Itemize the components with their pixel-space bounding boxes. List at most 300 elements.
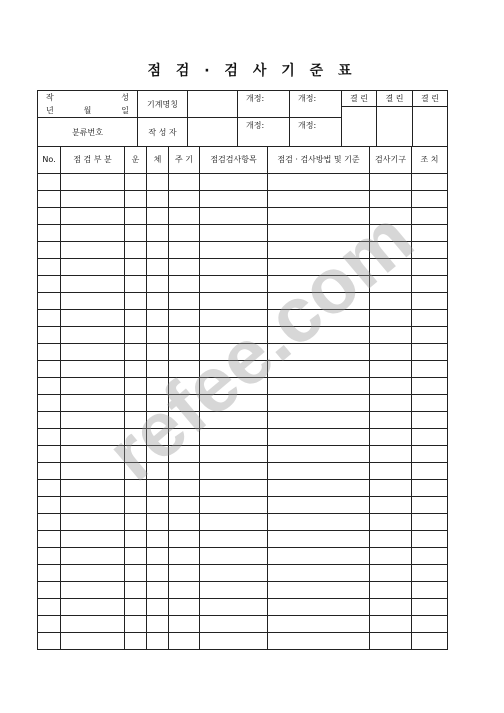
table-cell[interactable]	[200, 514, 268, 531]
table-cell[interactable]	[169, 616, 200, 633]
table-cell[interactable]	[370, 276, 412, 293]
table-cell[interactable]	[412, 446, 448, 463]
table-cell[interactable]	[268, 378, 370, 395]
table-cell[interactable]	[38, 429, 61, 446]
table-cell[interactable]	[147, 361, 169, 378]
table-cell[interactable]	[200, 361, 268, 378]
table-cell[interactable]	[125, 310, 147, 327]
table-cell[interactable]	[412, 531, 448, 548]
table-cell[interactable]	[268, 327, 370, 344]
revision-4: 개정:	[290, 118, 342, 147]
table-cell[interactable]	[200, 633, 268, 650]
table-cell[interactable]	[61, 259, 125, 276]
table-cell[interactable]	[38, 599, 61, 616]
table-cell[interactable]	[200, 480, 268, 497]
table-cell[interactable]	[169, 225, 200, 242]
table-cell[interactable]	[412, 616, 448, 633]
table-cell[interactable]	[268, 429, 370, 446]
table-cell[interactable]	[200, 531, 268, 548]
table-cell[interactable]	[370, 208, 412, 225]
table-row	[38, 412, 448, 429]
table-cell[interactable]	[370, 497, 412, 514]
table-cell[interactable]	[61, 429, 125, 446]
table-cell[interactable]	[38, 293, 61, 310]
table-cell[interactable]	[61, 599, 125, 616]
table-cell[interactable]	[200, 616, 268, 633]
table-row	[38, 361, 448, 378]
table-cell[interactable]	[169, 446, 200, 463]
table-cell[interactable]	[169, 174, 200, 191]
table-cell[interactable]	[147, 208, 169, 225]
table-cell[interactable]	[412, 191, 448, 208]
table-cell[interactable]	[412, 429, 448, 446]
table-cell[interactable]	[38, 378, 61, 395]
table-cell[interactable]	[412, 225, 448, 242]
table-cell[interactable]	[412, 259, 448, 276]
table-cell[interactable]	[147, 174, 169, 191]
table-cell[interactable]	[268, 548, 370, 565]
table-cell[interactable]	[147, 582, 169, 599]
table-cell[interactable]	[200, 310, 268, 327]
table-cell[interactable]	[169, 531, 200, 548]
table-cell[interactable]	[147, 293, 169, 310]
table-cell[interactable]	[169, 259, 200, 276]
table-header-row	[38, 147, 448, 174]
table-cell[interactable]	[125, 208, 147, 225]
table-cell[interactable]	[38, 514, 61, 531]
table-row	[38, 344, 448, 361]
table-cell[interactable]	[38, 276, 61, 293]
table-cell[interactable]	[412, 565, 448, 582]
table-cell[interactable]	[38, 361, 61, 378]
column-header: 점 검 부 분	[61, 147, 125, 174]
table-cell[interactable]	[169, 412, 200, 429]
table-cell[interactable]	[38, 310, 61, 327]
table-cell[interactable]	[268, 480, 370, 497]
table-cell[interactable]	[412, 293, 448, 310]
table-cell[interactable]	[125, 582, 147, 599]
table-cell[interactable]	[147, 378, 169, 395]
table-cell[interactable]	[125, 514, 147, 531]
table-cell[interactable]	[412, 480, 448, 497]
table-cell[interactable]	[61, 327, 125, 344]
table-cell[interactable]	[370, 565, 412, 582]
table-cell[interactable]	[147, 191, 169, 208]
table-cell[interactable]	[125, 344, 147, 361]
table-cell[interactable]	[125, 225, 147, 242]
table-row	[38, 548, 448, 565]
table-cell[interactable]	[61, 463, 125, 480]
table-cell[interactable]	[147, 242, 169, 259]
table-cell[interactable]	[125, 395, 147, 412]
table-cell[interactable]	[200, 412, 268, 429]
table-cell[interactable]	[61, 344, 125, 361]
table-cell[interactable]	[370, 514, 412, 531]
table-cell[interactable]	[268, 412, 370, 429]
table-cell[interactable]	[412, 395, 448, 412]
table-cell[interactable]	[61, 633, 125, 650]
table-cell[interactable]	[370, 242, 412, 259]
table-cell[interactable]	[38, 191, 61, 208]
table-cell[interactable]	[268, 446, 370, 463]
table-cell[interactable]	[169, 344, 200, 361]
table-row	[38, 174, 448, 191]
table-cell[interactable]	[370, 633, 412, 650]
table-cell[interactable]	[61, 497, 125, 514]
table-cell[interactable]	[147, 429, 169, 446]
table-cell[interactable]	[370, 395, 412, 412]
table-cell[interactable]	[38, 582, 61, 599]
table-cell[interactable]	[370, 616, 412, 633]
table-cell[interactable]	[61, 446, 125, 463]
table-row	[38, 293, 448, 310]
table-cell[interactable]	[268, 225, 370, 242]
table-cell[interactable]	[200, 599, 268, 616]
table-cell[interactable]	[412, 276, 448, 293]
table-cell[interactable]	[61, 242, 125, 259]
table-cell[interactable]	[125, 480, 147, 497]
table-cell[interactable]	[125, 565, 147, 582]
table-cell[interactable]	[125, 633, 147, 650]
table-cell[interactable]	[61, 548, 125, 565]
table-cell[interactable]	[370, 531, 412, 548]
table-cell[interactable]	[370, 429, 412, 446]
table-cell[interactable]	[169, 633, 200, 650]
table-cell[interactable]	[61, 480, 125, 497]
table-cell[interactable]	[38, 480, 61, 497]
table-cell[interactable]	[370, 548, 412, 565]
table-cell[interactable]	[61, 616, 125, 633]
approval-sign-2[interactable]	[377, 107, 413, 147]
table-cell[interactable]	[169, 293, 200, 310]
table-cell[interactable]	[61, 191, 125, 208]
table-cell[interactable]	[268, 395, 370, 412]
table-cell[interactable]	[147, 480, 169, 497]
table-cell[interactable]	[200, 225, 268, 242]
table-cell[interactable]	[125, 446, 147, 463]
table-cell[interactable]	[147, 327, 169, 344]
table-cell[interactable]	[147, 412, 169, 429]
table-cell[interactable]	[169, 361, 200, 378]
table-cell[interactable]	[38, 446, 61, 463]
machine-name-label: 기계명칭	[138, 91, 188, 118]
table-row	[38, 208, 448, 225]
table-cell[interactable]	[125, 259, 147, 276]
table-cell[interactable]	[200, 344, 268, 361]
table-cell[interactable]	[412, 378, 448, 395]
table-row	[38, 463, 448, 480]
table-cell[interactable]	[61, 565, 125, 582]
table-cell[interactable]	[169, 395, 200, 412]
table-cell[interactable]	[412, 463, 448, 480]
table-cell[interactable]	[61, 378, 125, 395]
table-cell[interactable]	[268, 463, 370, 480]
table-row	[38, 633, 448, 650]
table-cell[interactable]	[147, 310, 169, 327]
table-cell[interactable]	[61, 514, 125, 531]
table-row	[38, 616, 448, 633]
table-cell[interactable]	[268, 582, 370, 599]
table-cell[interactable]	[169, 327, 200, 344]
table-cell[interactable]	[268, 191, 370, 208]
approval-label-3: 결 린	[413, 91, 448, 107]
table-cell[interactable]	[412, 174, 448, 191]
approval-sign-1[interactable]	[342, 107, 377, 147]
table-cell[interactable]	[125, 599, 147, 616]
table-cell[interactable]	[125, 361, 147, 378]
table-cell[interactable]	[412, 242, 448, 259]
table-cell[interactable]	[370, 463, 412, 480]
table-row	[38, 599, 448, 616]
table-cell[interactable]	[147, 497, 169, 514]
table-cell[interactable]	[412, 582, 448, 599]
table-cell[interactable]	[147, 599, 169, 616]
table-cell[interactable]	[61, 412, 125, 429]
table-cell[interactable]	[200, 548, 268, 565]
table-cell[interactable]	[125, 412, 147, 429]
table-cell[interactable]	[38, 344, 61, 361]
date-label-text: 작 성 년 월 일	[46, 93, 129, 115]
table-cell[interactable]	[38, 497, 61, 514]
table-cell[interactable]	[169, 497, 200, 514]
table-cell[interactable]	[147, 463, 169, 480]
table-row	[38, 429, 448, 446]
table-cell[interactable]	[200, 463, 268, 480]
table-cell[interactable]	[370, 412, 412, 429]
table-cell[interactable]	[38, 225, 61, 242]
table-cell[interactable]	[268, 531, 370, 548]
table-cell[interactable]	[169, 429, 200, 446]
table-cell[interactable]	[268, 361, 370, 378]
table-cell[interactable]	[412, 497, 448, 514]
table-row	[38, 378, 448, 395]
table-row	[38, 582, 448, 599]
table-cell[interactable]	[169, 242, 200, 259]
table-cell[interactable]	[200, 259, 268, 276]
table-cell[interactable]	[61, 361, 125, 378]
revision-2: 개정:	[290, 91, 342, 118]
table-cell[interactable]	[200, 293, 268, 310]
table-cell[interactable]	[125, 293, 147, 310]
table-row	[38, 531, 448, 548]
table-row	[38, 395, 448, 412]
table-cell[interactable]	[147, 344, 169, 361]
table-cell[interactable]	[370, 191, 412, 208]
table-cell[interactable]	[370, 327, 412, 344]
table-cell[interactable]	[268, 344, 370, 361]
table-cell[interactable]	[125, 531, 147, 548]
table-cell[interactable]	[38, 565, 61, 582]
table-row	[38, 276, 448, 293]
table-cell[interactable]	[147, 548, 169, 565]
table-cell[interactable]	[38, 208, 61, 225]
author-label: 작 성 자	[138, 118, 188, 147]
table-cell[interactable]	[268, 310, 370, 327]
table-cell[interactable]	[268, 616, 370, 633]
table-cell[interactable]	[61, 531, 125, 548]
table-row	[38, 480, 448, 497]
table-cell[interactable]	[412, 633, 448, 650]
column-header: 조 치	[412, 147, 448, 174]
column-header: 점검 · 검사방법 및 기준	[268, 147, 370, 174]
table-cell[interactable]	[412, 310, 448, 327]
table-cell[interactable]	[125, 616, 147, 633]
table-cell[interactable]	[147, 446, 169, 463]
table-cell[interactable]	[125, 429, 147, 446]
column-header: 점검검사항목	[200, 147, 268, 174]
table-cell[interactable]	[370, 361, 412, 378]
table-cell[interactable]	[38, 463, 61, 480]
table-cell[interactable]	[412, 344, 448, 361]
table-cell[interactable]	[370, 174, 412, 191]
table-cell[interactable]	[61, 276, 125, 293]
table-cell[interactable]	[200, 582, 268, 599]
table-cell[interactable]	[370, 310, 412, 327]
table-cell[interactable]	[38, 174, 61, 191]
table-row	[38, 446, 448, 463]
table-cell[interactable]	[38, 531, 61, 548]
table-cell[interactable]	[200, 446, 268, 463]
table-cell[interactable]	[147, 259, 169, 276]
table-cell[interactable]	[268, 514, 370, 531]
table-cell[interactable]	[61, 208, 125, 225]
table-cell[interactable]	[147, 531, 169, 548]
table-cell[interactable]	[268, 174, 370, 191]
approval-label-2: 결 린	[377, 91, 413, 107]
table-cell[interactable]	[370, 378, 412, 395]
date-label	[38, 91, 138, 118]
table-row	[38, 514, 448, 531]
table-cell[interactable]	[147, 616, 169, 633]
table-cell[interactable]	[61, 310, 125, 327]
machine-name-value[interactable]	[188, 91, 238, 118]
column-header: 검사기구	[370, 147, 412, 174]
table-cell[interactable]	[370, 225, 412, 242]
table-cell[interactable]	[169, 599, 200, 616]
table-row	[38, 310, 448, 327]
table-cell[interactable]	[38, 412, 61, 429]
table-cell[interactable]	[268, 259, 370, 276]
table-cell[interactable]	[147, 633, 169, 650]
table-cell[interactable]	[125, 191, 147, 208]
table-cell[interactable]	[412, 208, 448, 225]
approval-sign-3[interactable]	[413, 107, 448, 147]
table-cell[interactable]	[125, 276, 147, 293]
table-cell[interactable]	[412, 412, 448, 429]
table-row	[38, 225, 448, 242]
table-cell[interactable]	[370, 599, 412, 616]
table-cell[interactable]	[169, 276, 200, 293]
table-cell[interactable]	[200, 429, 268, 446]
revision-1: 개정:	[238, 91, 290, 118]
table-cell[interactable]	[268, 293, 370, 310]
table-cell[interactable]	[268, 276, 370, 293]
table-cell[interactable]	[147, 514, 169, 531]
table-cell[interactable]	[38, 327, 61, 344]
table-cell[interactable]	[38, 395, 61, 412]
table-cell[interactable]	[169, 514, 200, 531]
table-cell[interactable]	[61, 395, 125, 412]
table-cell[interactable]	[147, 276, 169, 293]
table-cell[interactable]	[268, 633, 370, 650]
table-cell[interactable]	[125, 327, 147, 344]
table-cell[interactable]	[370, 480, 412, 497]
table-cell[interactable]	[268, 242, 370, 259]
table-cell[interactable]	[370, 259, 412, 276]
table-cell[interactable]	[200, 174, 268, 191]
table-cell[interactable]	[61, 293, 125, 310]
table-cell[interactable]	[169, 582, 200, 599]
table-cell[interactable]	[125, 497, 147, 514]
table-cell[interactable]	[125, 463, 147, 480]
header-table	[37, 90, 448, 147]
table-cell[interactable]	[61, 174, 125, 191]
table-cell[interactable]	[147, 225, 169, 242]
table-cell[interactable]	[169, 208, 200, 225]
table-cell[interactable]	[169, 463, 200, 480]
table-cell[interactable]	[268, 565, 370, 582]
table-cell[interactable]	[200, 327, 268, 344]
table-cell[interactable]	[125, 174, 147, 191]
table-cell[interactable]	[200, 276, 268, 293]
table-cell[interactable]	[169, 378, 200, 395]
table-cell[interactable]	[370, 293, 412, 310]
table-cell[interactable]	[125, 378, 147, 395]
table-row	[38, 565, 448, 582]
table-cell[interactable]	[147, 395, 169, 412]
table-cell[interactable]	[200, 378, 268, 395]
table-cell[interactable]	[38, 633, 61, 650]
table-cell[interactable]	[268, 497, 370, 514]
table-cell[interactable]	[38, 259, 61, 276]
table-cell[interactable]	[169, 548, 200, 565]
author-value[interactable]	[188, 118, 238, 147]
table-cell[interactable]	[169, 191, 200, 208]
table-cell[interactable]	[200, 191, 268, 208]
table-cell[interactable]	[268, 599, 370, 616]
table-cell[interactable]	[169, 310, 200, 327]
table-cell[interactable]	[38, 616, 61, 633]
column-header: 체	[147, 147, 169, 174]
table-cell[interactable]	[412, 361, 448, 378]
table-cell[interactable]	[61, 225, 125, 242]
table-cell[interactable]	[412, 548, 448, 565]
table-cell[interactable]	[412, 514, 448, 531]
table-cell[interactable]	[370, 582, 412, 599]
table-cell[interactable]	[169, 480, 200, 497]
table-cell[interactable]	[169, 565, 200, 582]
table-cell[interactable]	[370, 446, 412, 463]
table-cell[interactable]	[200, 242, 268, 259]
table-cell[interactable]	[147, 565, 169, 582]
table-cell[interactable]	[200, 497, 268, 514]
table-cell[interactable]	[200, 208, 268, 225]
table-cell[interactable]	[200, 565, 268, 582]
table-cell[interactable]	[370, 344, 412, 361]
table-row	[38, 497, 448, 514]
table-cell[interactable]	[412, 327, 448, 344]
table-cell[interactable]	[38, 548, 61, 565]
table-cell[interactable]	[268, 208, 370, 225]
approval-label-1: 결 린	[342, 91, 377, 107]
table-cell[interactable]	[125, 242, 147, 259]
column-header: 운	[125, 147, 147, 174]
table-cell[interactable]	[38, 242, 61, 259]
table-cell[interactable]	[412, 599, 448, 616]
table-cell[interactable]	[125, 548, 147, 565]
table-cell[interactable]	[200, 395, 268, 412]
table-cell[interactable]	[61, 582, 125, 599]
